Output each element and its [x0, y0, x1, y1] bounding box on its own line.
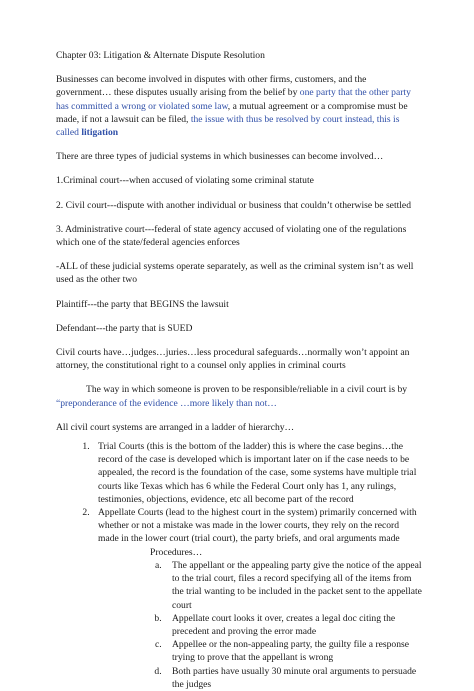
type-criminal: 1.Criminal court---when accused of violating some criminal statute	[56, 175, 314, 187]
intro-text-1: Businesses can become involved in disputes with other firms, customers, and the government… these disputes usually arising from the belief by	[56, 74, 367, 99]
intro-paragraph	[56, 73, 422, 139]
appellate-courts-text: Appellate Courts (lead to the highest court in the system) primarily concerned with whether or not a mistake was made in the lower courts, they rely on the record made in the lower court (trial court), the party briefs, and oral arguments made	[98, 507, 417, 545]
intro-text-2: , a mutual agreement or a compromise must be made, if not a lawsuit can be filed,	[56, 100, 408, 125]
intro-keyword-litigation: litigation	[81, 127, 119, 139]
plaintiff-definition: Plaintiff---the party that BEGINS the lawsuit	[56, 298, 229, 310]
court-ladder-list	[56, 440, 422, 691]
defendant-definition: Defendant---the party that is SUED	[56, 322, 193, 334]
intro-highlight-2: the issue with thus be resolved by court instead, this is called	[56, 113, 400, 139]
civil-courts-paragraph: Civil courts have…judges…juries…less procedural safeguards…normally won’t appoint an attorney, the constitutional right to a counsel only applies in criminal courts	[56, 347, 410, 372]
page-title: Chapter 03: Litigation & Alternate Dispute Resolution	[56, 50, 265, 61]
procedure-item: d. Both parties have usually 30 minute oral arguments to persuade the judges	[164, 665, 422, 691]
trial-courts-text: Trial Courts (this is the bottom of the ladder) this is where the case begins…the record of the case is developed which is important later on if the case needs to be appealed, the record is the foundation of the case, some systems have multiple trial courts like Texas which has 6 while the Federal Court only has 1, any rulings, testimonies, objections, evidence, etc all become part of the record	[98, 441, 417, 505]
procedures-label: Procedures…	[150, 546, 203, 558]
type-civil: 2. Civil court---dispute with another individual or business that couldn’t otherwise be settled	[56, 199, 411, 211]
list-item-appellate-courts	[92, 506, 422, 691]
ladder-intro: All civil court systems are arranged in a ladder of hierarchy…	[56, 421, 295, 433]
proof-paragraph	[56, 383, 422, 409]
procedures-list	[98, 559, 422, 691]
intro-highlight-1: one party that the other party has committed a wrong or violated some law	[56, 87, 411, 112]
proof-standard: “preponderance of the evidence …more likely than not…	[56, 397, 277, 409]
procedure-item: b. Appellate court looks it over, creates a legal doc citing the precedent and proving the error made	[164, 612, 422, 638]
procedure-item: c. Appellee or the non-appealing party, the guilty file a response trying to prove that the appellant is wrong	[164, 638, 422, 664]
all-systems-note: -ALL of these judicial systems operate separately, as well as the criminal system isn’t as well used as the other two	[56, 261, 414, 286]
list-item-trial-courts	[92, 440, 422, 506]
procedure-item: a. The appellant or the appealing party give the notice of the appeal to the trial court, files a record specifying all of the items from the trial wanting to be included in the packet sent to the appellate court	[164, 559, 422, 612]
type-administrative: 3. Administrative court---federal of state agency accused of violating one of the regulations which one of the state/federal agencies enforces	[56, 223, 407, 249]
types-intro: There are three types of judicial systems in which businesses can become involved…	[56, 151, 384, 163]
proof-text: The way in which someone is proven to be responsible/reliable in a civil court is by	[86, 384, 408, 396]
